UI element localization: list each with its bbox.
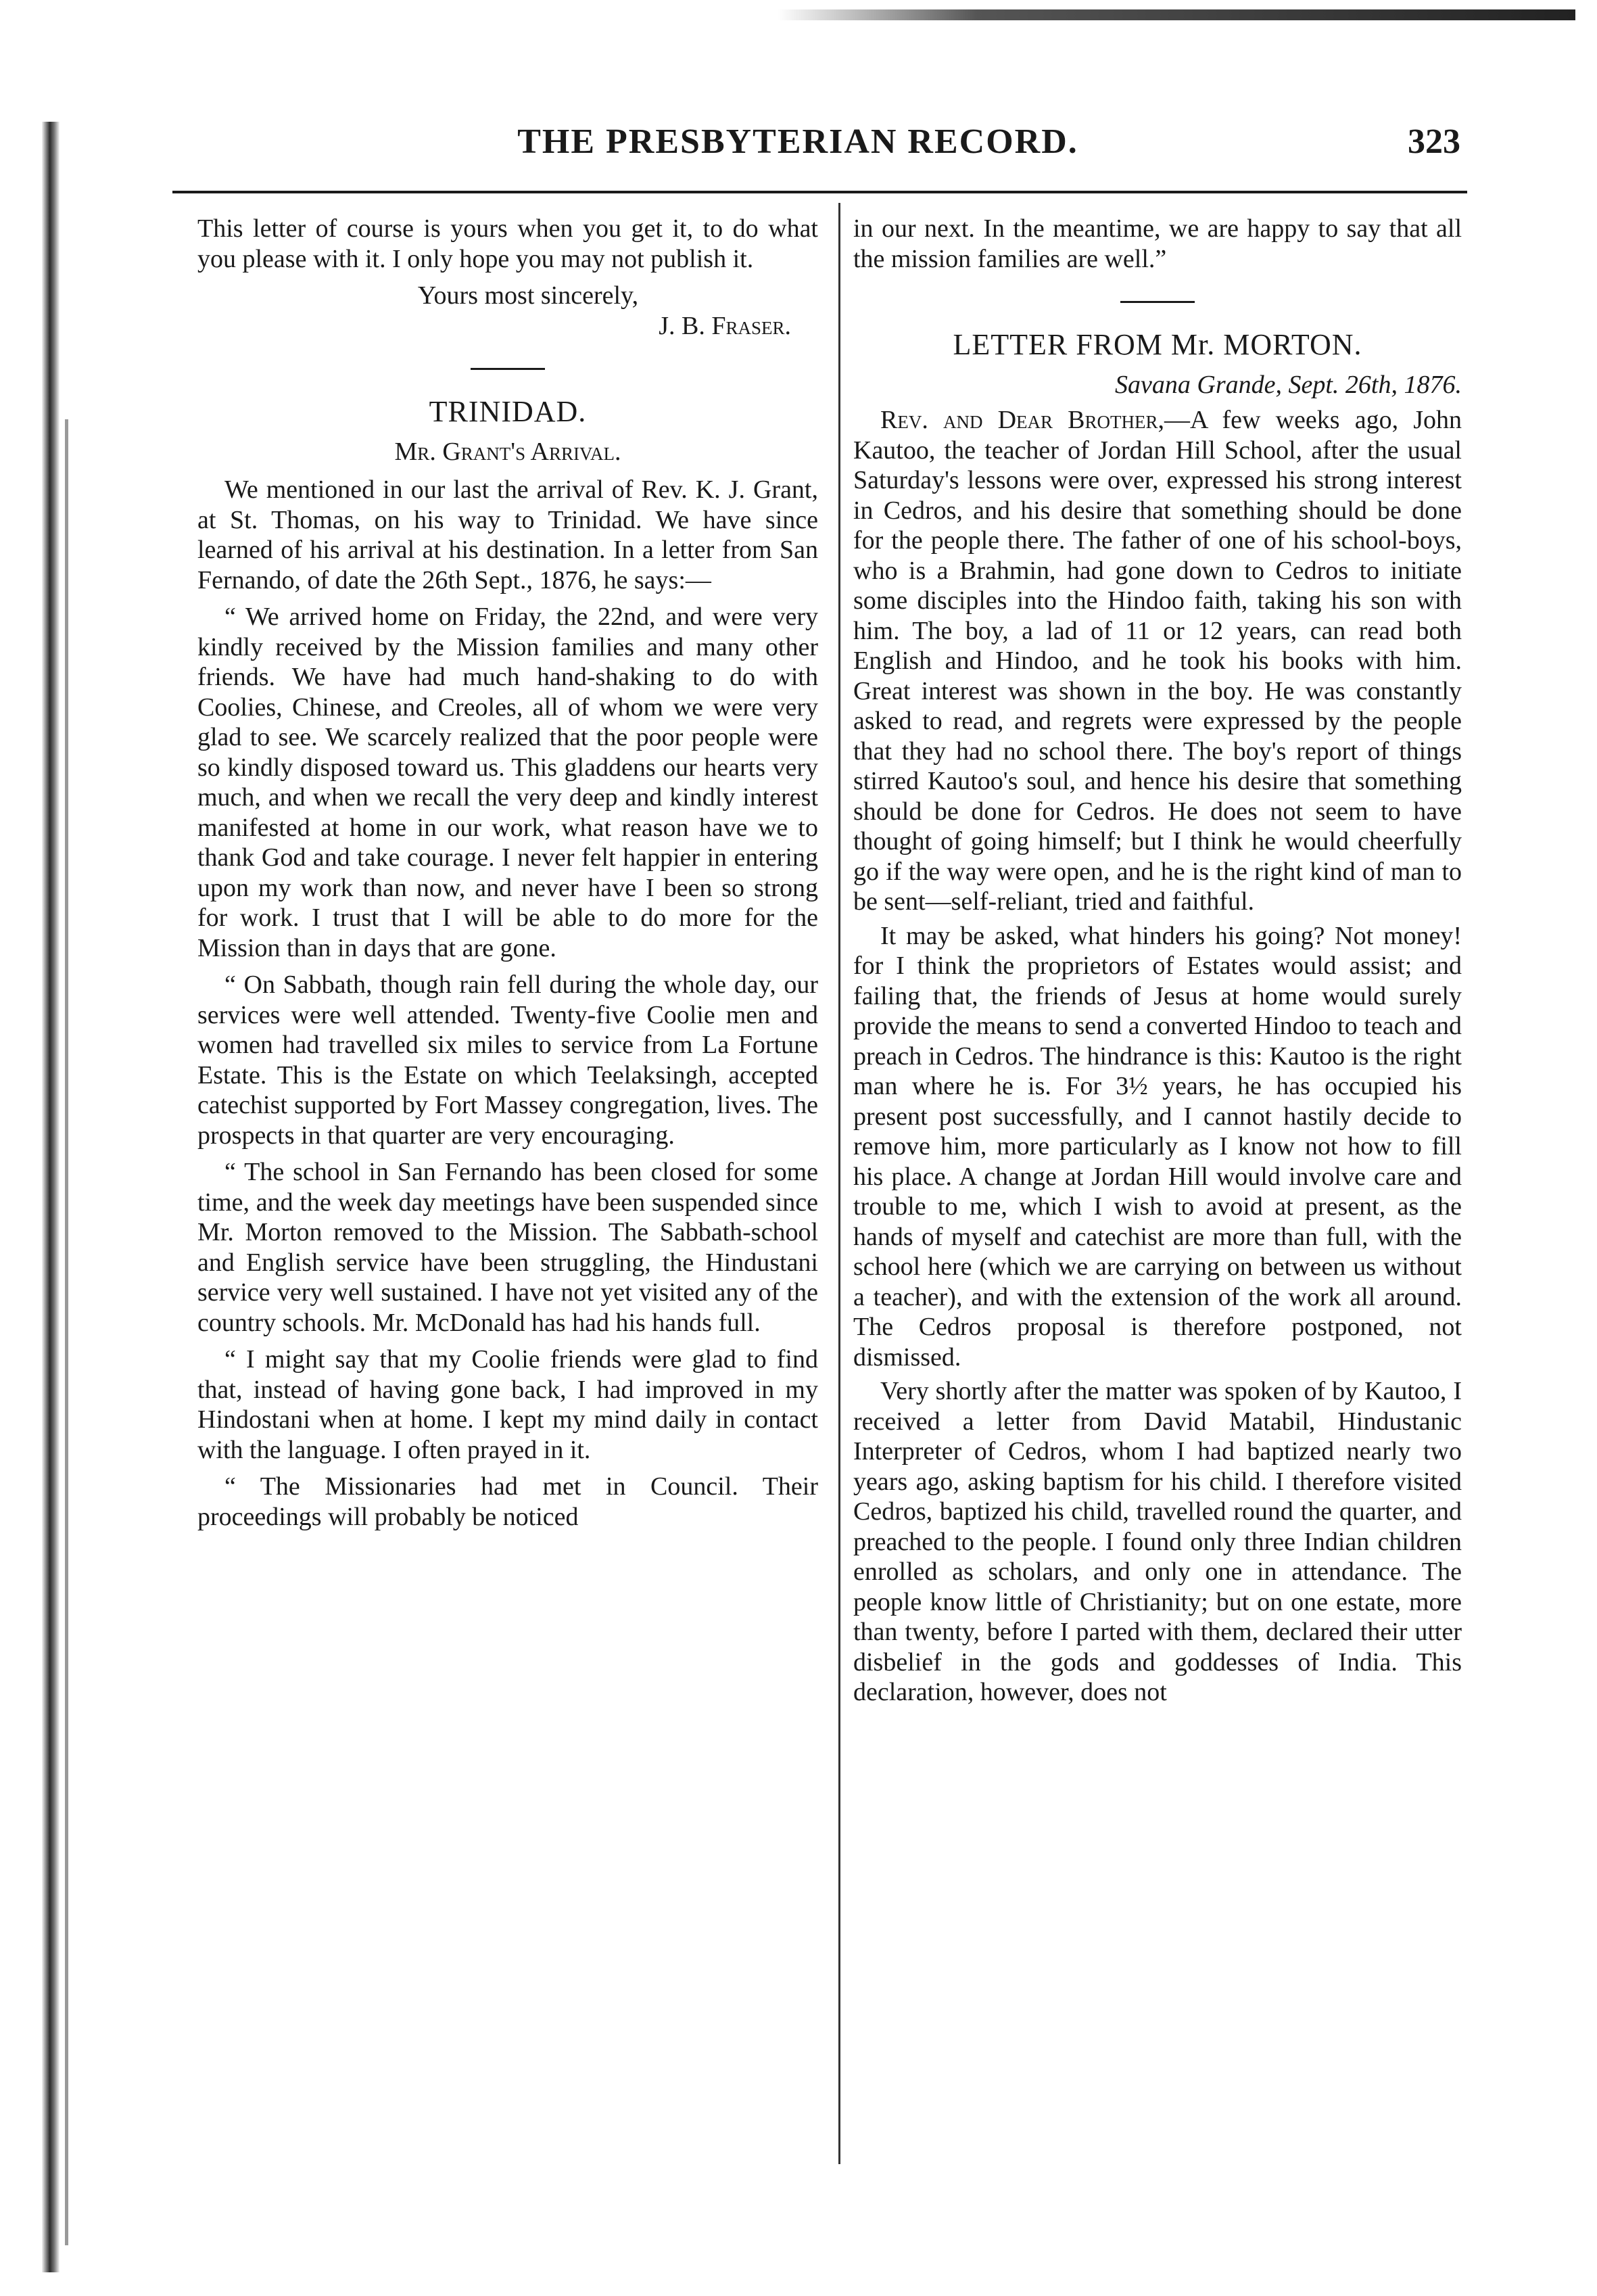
paragraph: “ I might say that my Coolie friends were glad to find that, instead of having gone back, I had improved in my Hindostani when at home. I kept my mind daily in contact with the language. I often prayed in it. [197,1345,818,1464]
page-header [115,122,1481,169]
paragraph: It may be asked, what hinders his going? Not money! for I think the proprietors of Estates would assist; and failing that, the friends of Jesus at home would surely provide the means to send a converted Hindoo to teach and preach in Cedros. The hindrance is this: Kautoo is the right man where he is. For 3½ years, he has occupied his present post successfully, and I cannot hastily decide to remove him, more particularly as I know not how to fill his place. A change at Jordan Hill would involve care and trouble to me, which I wish to avoid at present, as the hands of myself and catechist are more than full, with the school here (which we are carrying on between us without a teacher), and with the extension of the work all around. The Cedros proposal is therefore postponed, not dismissed. [853,921,1462,1372]
section-heading: TRINIDAD. [429,395,587,428]
page-number: 323 [1408,122,1460,161]
paragraph: This letter of course is yours when you get it, to do what you please with it. I only hope you may not publish it. [197,214,818,273]
left-column [197,214,818,1532]
paragraph-text: —A few weeks ago, John Kautoo, the teacher of Jordan Hill School, after the usual Saturday's lessons were over, expressed his strong interest in Cedros, and his desire that something should be done for the people there. The father of one of his school-boys, who is a Brahmin, had gone down to Cedros to initiate some disciples into the Hindoo faith, taking his son with him. The boy, a lad of 11 or 12 years, can read both English and Hindoo, and he took his books with him. Great interest was shown in the boy. He was constantly asked to read, and regrets were expressed by the people that they had no school there. The boy's report of things stirred Kautoo's soul, and hence his desire that something should be done for Cedros. He does not seem to have thought of going himself; but I think he would cheerfully go if the way were open, and he is the right kind of man to be sent—self-reliant, tried and faithful. [853,406,1462,916]
section-subheading: Mr. Grant's Arrival. [394,437,621,466]
letter-dateline: Savana Grande, Sept. 26th, 1876. [1115,370,1462,399]
paragraph: “ We arrived home on Friday, the 22nd, and were very kindly received by the Mission families and many other friends. We have had much hand-shaking to do with Coolies, Chinese, and Creoles, all of whom we were very glad to see. We scarcely realized that the poor people were so kindly disposed toward us. This gladdens our hearts very much, and when we recall the very deep and kindly interest manifested at home in our work, what reason have we to thank God and take courage. I never felt happier in entering upon my work than now, and never have I been so strong for work. I trust that I will be able to do more for the Mission than in days that are gone. [197,603,818,962]
right-column [853,214,1462,1708]
letter-closing: Yours most sincerely, [417,281,639,310]
column-rule [838,203,840,2164]
running-title: THE PRESBYTERIAN RECORD. [517,122,1078,161]
paragraph: Very shortly after the matter was spoken of by Kautoo, I received a letter from David Matabil, Hindustanic Interpreter of Cedros, whom I had baptized nearly two years ago, asking baptism for his child. I therefore visited Cedros, baptized his child, travelled round the quarter, and preached to the people. I found only three Indian children enrolled as scholars, and only one in attendance. The people know little of Christianity; but on one estate, more than twenty, before I parted with them, declared their utter disbelief in the gods and goddesses of India. This declaration, however, does not [853,1377,1462,1706]
paragraph: in our next. In the meantime, we are happy to say that all the mission families are well.” [853,214,1462,273]
paragraph: “ The Missionaries had met in Council. Their proceedings will probably be noticed [197,1472,818,1531]
paragraph: We mentioned in our last the arrival of Rev. K. J. Grant, at St. Thomas, on his way to Trinidad. We have since learned of his arrival at his destination. In a letter from San Fernando, of date the 26th Sept., 1876, he says:— [197,475,818,594]
section-divider [1120,301,1195,303]
salutation: Rev. and Dear Brother, [880,406,1165,434]
letter-signature: J. B. Fraser. [659,311,791,340]
section-divider [471,368,545,370]
top-edge-rule [778,9,1575,20]
section-heading: LETTER FROM Mr. MORTON. [953,328,1362,361]
binding-edge-line [65,419,68,2245]
paragraph: “ On Sabbath, though rain fell during the whole day, our services were well attended. Twenty-five Coolie men and women had travelled six miles to service from La Fortune Estate. This is the Estate on which Teelaksingh, accepted catechist supported by Fort Massey congregation, lives. The prospects in that quarter are very encouraging. [197,970,818,1150]
header-rule [172,191,1467,193]
paragraph: “ The school in San Fernando has been closed for some time, and the week day meetings have been suspended since Mr. Morton removed to the Mission. The Sabbath-school and English service have been struggling, the Hindustani service very well sustained. I have not yet visited any of the country schools. Mr. McDonald has had his hands full. [197,1158,818,1337]
paragraph [853,405,1462,917]
binding-edge [42,122,59,2272]
